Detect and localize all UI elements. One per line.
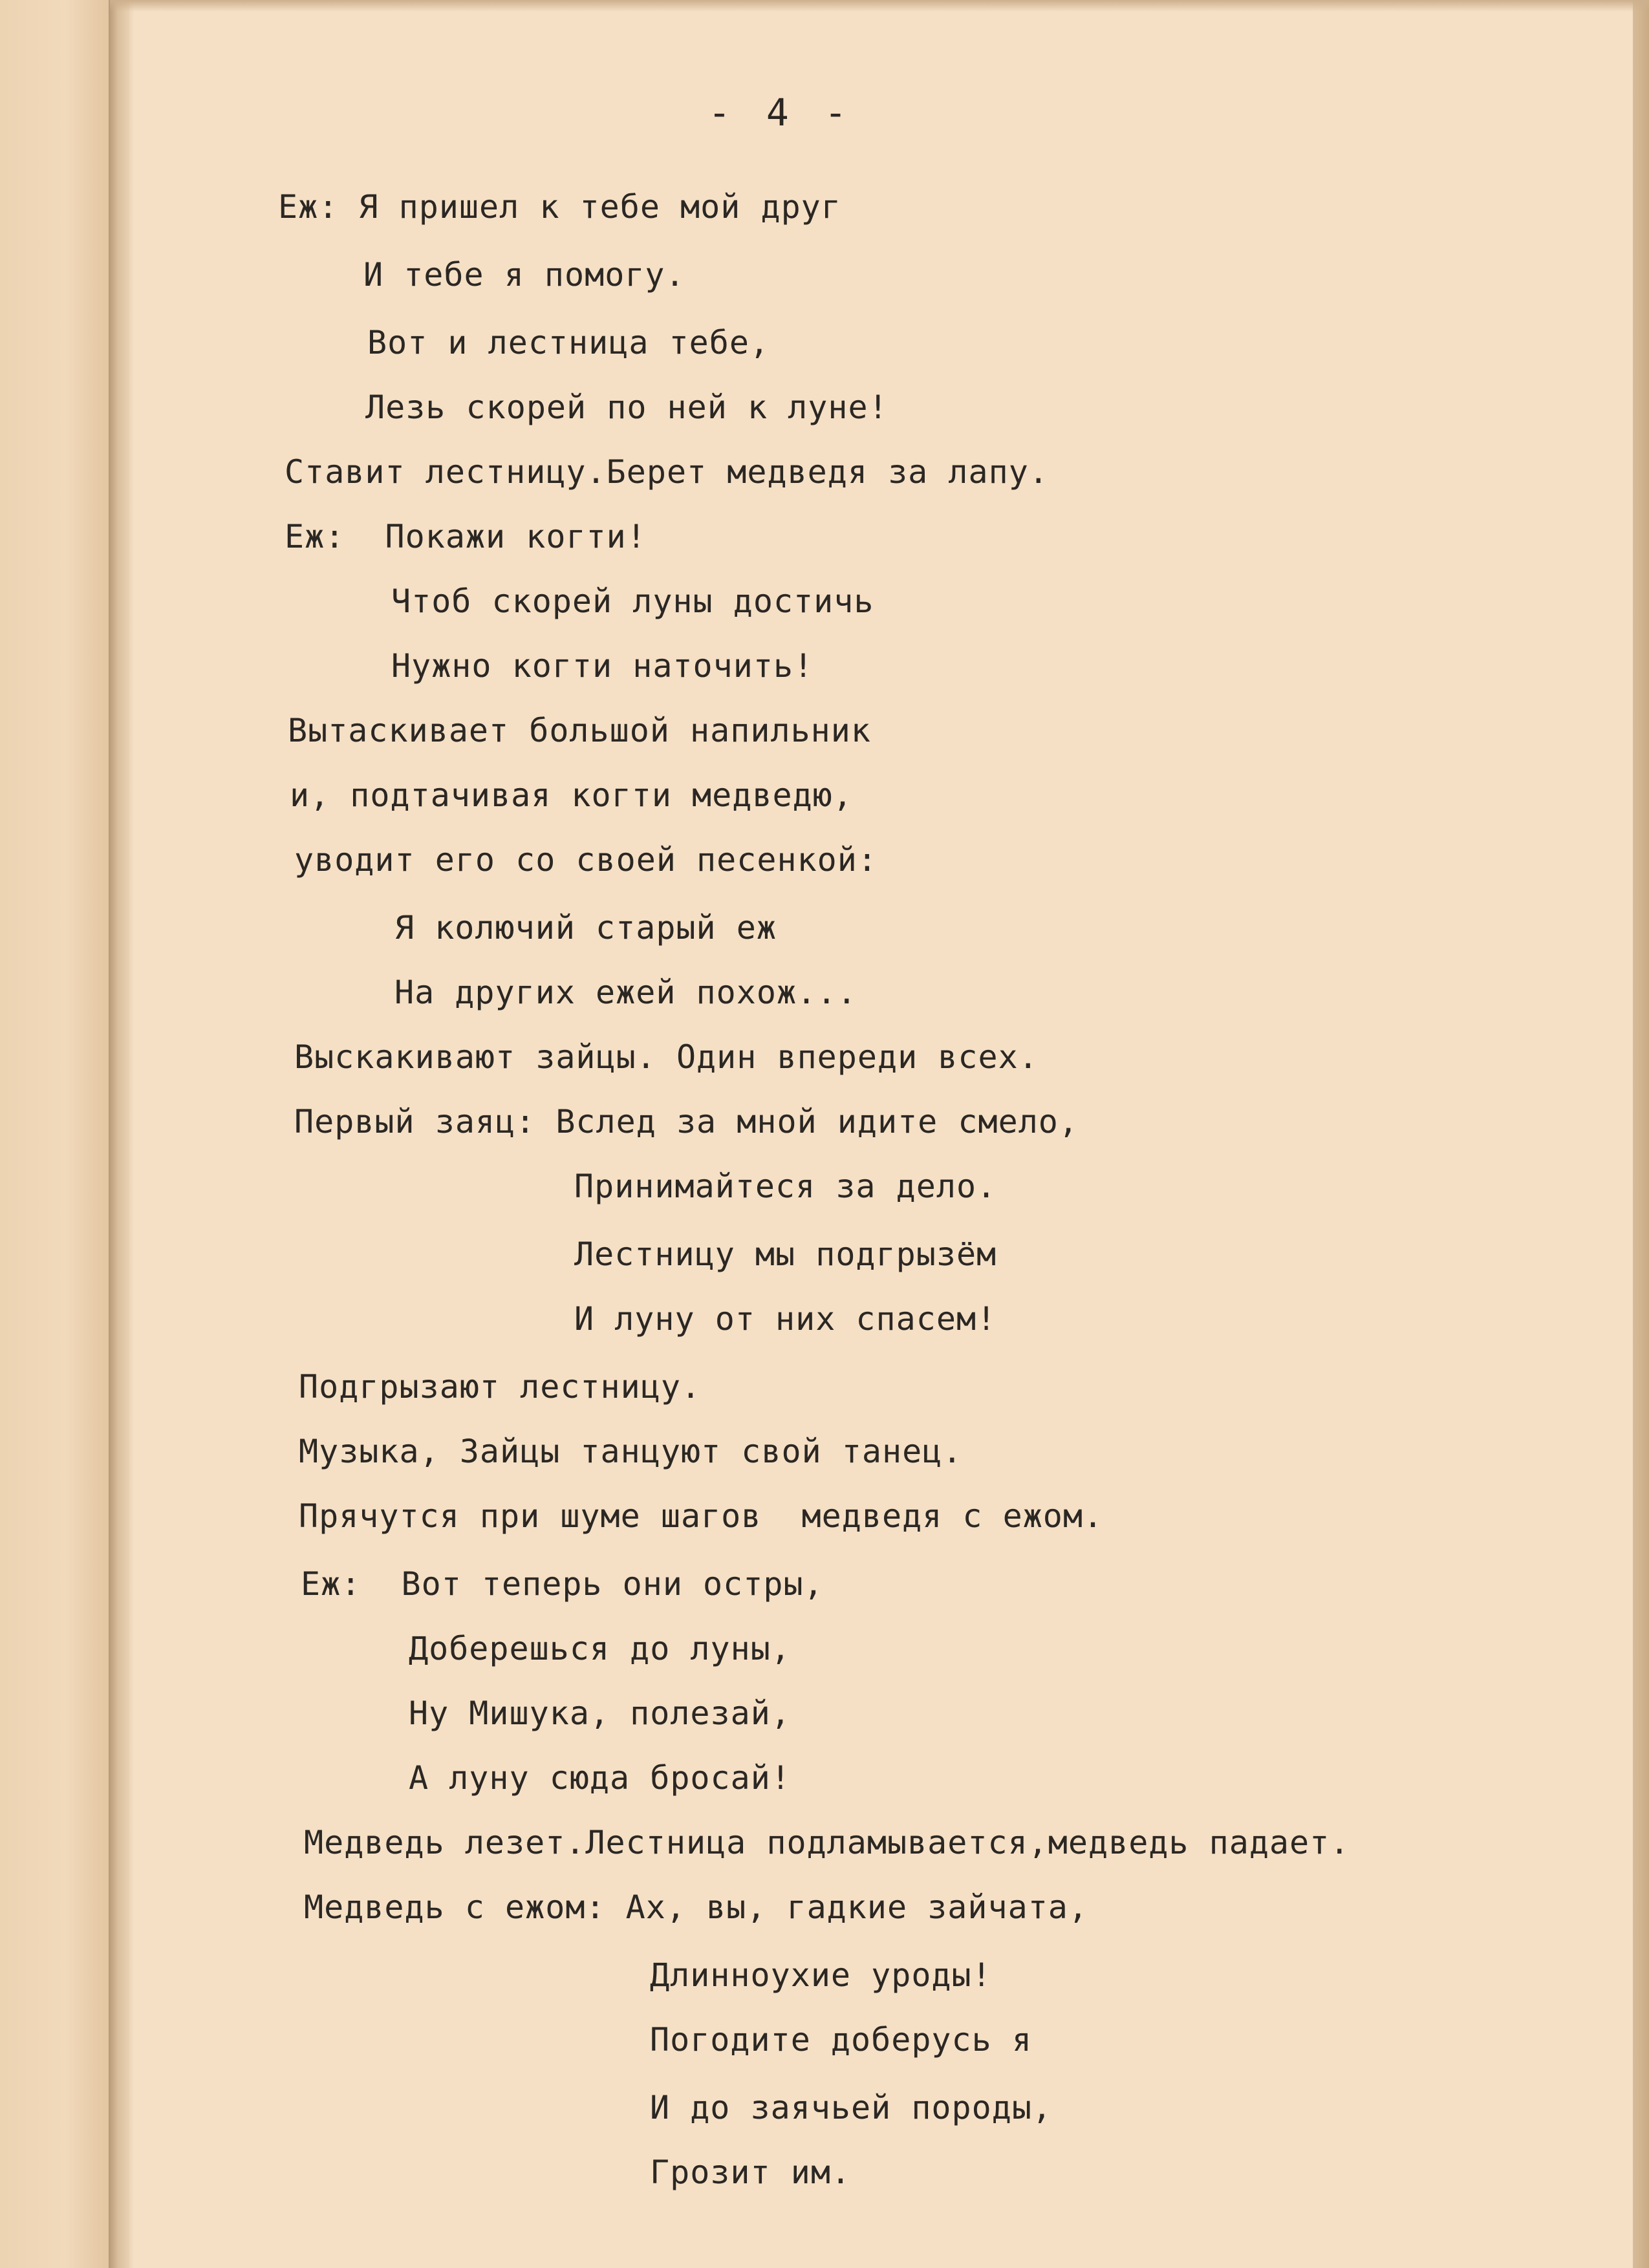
- text-line: Музыка, Зайцы танцуют свой танец.: [299, 1433, 963, 1470]
- text-line: Выскакивают зайцы. Один впереди всех.: [294, 1038, 1039, 1076]
- text-line: Погодите доберусь я: [650, 2021, 1032, 2059]
- text-line: Медведь с ежом: Ах, вы, гадкие зайчата,: [304, 1888, 1088, 1926]
- text-line: Чтоб скорей луны достичь: [391, 583, 874, 620]
- text-line: Вытаскивает большой напильник: [288, 712, 871, 749]
- binding-shadow: [109, 0, 135, 2268]
- text-line: Принимайтеся за дело.: [574, 1168, 997, 1205]
- text-line: Еж: Покажи когти!: [285, 518, 647, 555]
- text-line: Длинноухие уроды!: [650, 1956, 992, 1994]
- text-line: Еж: Я пришел к тебе мой друг: [278, 188, 841, 226]
- paper-right-edge: [1633, 0, 1649, 2268]
- text-line: и, подтачивая когти медведю,: [290, 776, 853, 814]
- text-line: Лезь скорей по ней к луне!: [365, 389, 889, 426]
- text-line: И тебе я помогу.: [363, 256, 685, 294]
- text-line: Нужно когти наточить!: [391, 647, 814, 685]
- text-line: Прячутся при шуме шагов медведя с ежом.: [299, 1497, 1104, 1535]
- text-line: Грозит им.: [650, 2154, 852, 2191]
- text-line: Медведь лезет.Лестница подламывается,медведь падает.: [304, 1824, 1350, 1861]
- text-line: И до заячьей породы,: [650, 2089, 1053, 2126]
- text-line: Подгрызают лестницу.: [299, 1368, 702, 1406]
- text-line: И луну от них спасем!: [574, 1300, 997, 1338]
- paper-top-edge: [110, 0, 1649, 12]
- previous-page-edge: [0, 0, 109, 2268]
- text-line: Доберешься до луны,: [409, 1630, 791, 1667]
- text-line: Ну Мишука, полезай,: [409, 1695, 791, 1732]
- text-line: Первый заяц: Вслед за мной идите смело,: [294, 1103, 1079, 1140]
- text-line: Лестницу мы подгрызём: [574, 1236, 997, 1273]
- text-line: Еж: Вот теперь они остры,: [301, 1565, 824, 1603]
- text-line: Я колючий старый еж: [394, 909, 777, 947]
- text-line: Ставит лестницу.Берет медведя за лапу.: [285, 453, 1049, 491]
- text-line: уводит его со своей песенкой:: [294, 841, 878, 879]
- text-line: На других ежей похож...: [394, 974, 857, 1011]
- page-number: - 4 -: [708, 91, 854, 134]
- text-line: Вот и лестница тебе,: [367, 324, 770, 361]
- text-line: А луну сюда бросай!: [409, 1759, 791, 1797]
